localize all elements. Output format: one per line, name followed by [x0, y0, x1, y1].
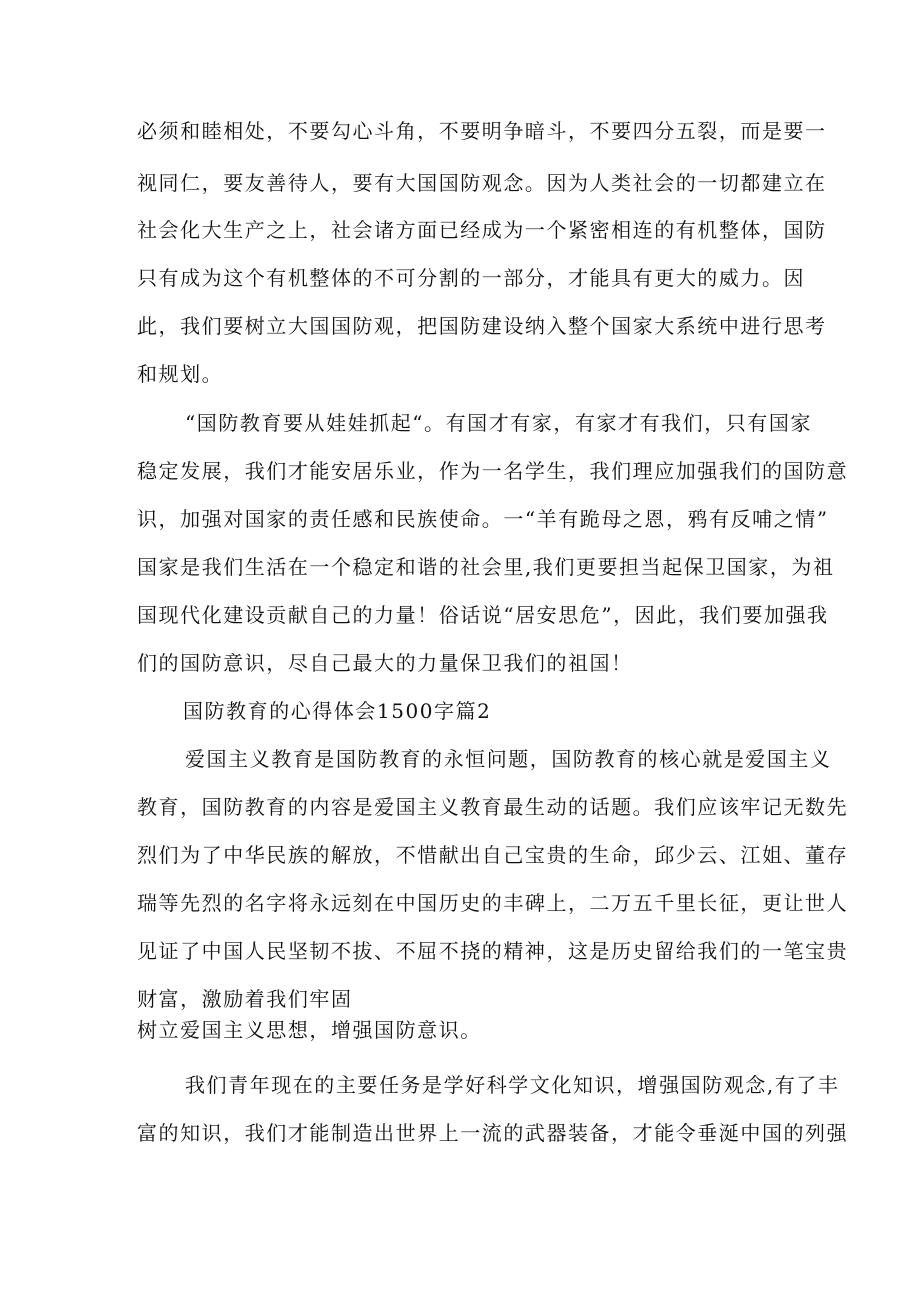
paragraph-1-line-2: 视同仁，要友善待人，要有大国国防观念。因为人类社会的一切都建立在	[137, 171, 827, 195]
paragraph-1-line-1: 必须和睦相处，不要勾心斗角，不要明争暗斗，不要四分五裂，而是要一	[137, 119, 827, 143]
paragraph-3-line-5: 见证了中国人民坚韧不拔、不屈不挠的精神，这是历史留给我们的一笔宝贵	[137, 939, 849, 963]
paragraph-3-line-1: 爱国主义教育是国防教育的永恒问题，国防教育的核心就是爱国主义	[185, 747, 832, 771]
paragraph-1-line-6: 和规划。	[137, 362, 224, 386]
paragraph-2-line-5: 国现代化建设贡献自己的力量！俗话说“居安思危”，因此，我们要加强我	[137, 603, 829, 627]
paragraph-3-line-7: 树立爱国主义思想，增强国防意识。	[137, 1018, 482, 1042]
paragraph-2-line-2: 稳定发展，我们才能安居乐业，作为一名学生，我们理应加强我们的国防意	[137, 459, 849, 483]
paragraph-4-line-2: 富的知识，我们才能制造出世界上一流的武器装备，才能令垂涎中国的列强	[137, 1121, 849, 1145]
paragraph-3-line-6: 财富，激励着我们牢固	[137, 987, 353, 1011]
paragraph-3-line-3: 烈们为了中华民族的解放，不惜献出自己宝贵的生命，邱少云、江姐、董存	[137, 843, 849, 867]
paragraph-2-line-1: “国防教育要从娃娃抓起“。有国才有家，有家才有我们，只有国家	[185, 411, 812, 435]
paragraph-1-line-3: 社会化大生产之上，社会诸方面已经成为一个紧密相连的有机整体，国防	[137, 218, 827, 242]
paragraph-3-line-4: 瑞等先烈的名字将永远刻在中国历史的丰碑上，二万五千里长征，更让世人	[137, 891, 849, 915]
paragraph-2-line-3: 识，加强对国家的责任感和民族使命。一“羊有跪母之恩，鸦有反哺之情”	[137, 507, 829, 531]
paragraph-2-line-6: 们的国防意识，尽自己最大的力量保卫我们的祖国！	[137, 651, 633, 675]
paragraph-3-line-2: 教育，国防教育的内容是爱国主义教育最生动的话题。我们应该牢记无数先	[137, 795, 849, 819]
paragraph-1-line-4: 只有成为这个有机整体的不可分割的一部分，才能具有更大的威力。因	[137, 266, 806, 290]
paragraph-4-line-1: 我们青年现在的主要任务是学好科学文化知识，增强国防观念,有了丰	[185, 1073, 840, 1097]
paragraph-1-line-5: 此，我们要树立大国国防观，把国防建设纳入整个国家大系统中进行思考	[137, 314, 827, 338]
section-heading: 国防教育的心得体会1500字篇2	[183, 699, 492, 723]
paragraph-2-line-4: 国家是我们生活在一个稳定和谐的社会里,我们更要担当起保卫国家，为祖	[137, 555, 835, 579]
